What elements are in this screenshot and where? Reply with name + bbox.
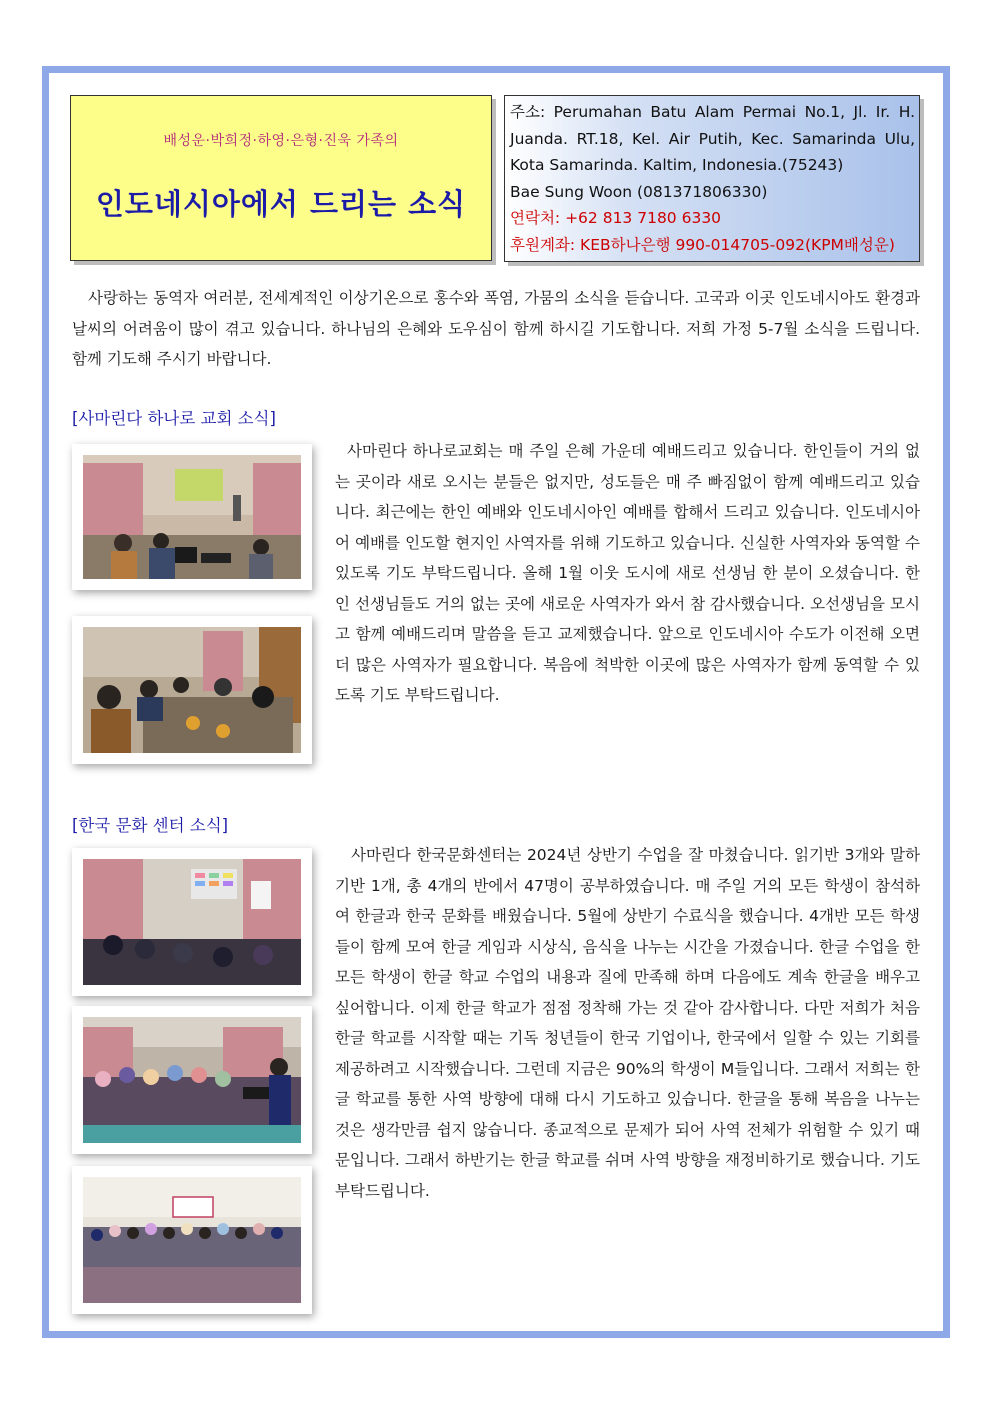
family-line: 배성운·박희정·하영·은형·진욱 가족의 bbox=[163, 133, 399, 149]
photo-church-worship bbox=[72, 444, 312, 590]
title-box bbox=[70, 95, 492, 261]
address-box bbox=[504, 95, 920, 262]
name-phone-line: Bae Sung Woon (081371806330) bbox=[510, 182, 768, 201]
section-title-culture-center: [한국 문화 센터 소식] bbox=[72, 816, 229, 835]
donation-account-line: 후원계좌: KEB하나은행 990-014705-092(KPM배성운) bbox=[510, 235, 895, 254]
photo-celebration bbox=[72, 1006, 312, 1154]
section-body-church: 사마린다 하나로교회는 매 주일 은혜 가운데 예배드리고 있습니다. 한인들이 거의 없는 곳이라 새로 오시는 분들은 없지만, 성도들은 매 주 빠짐없이 함께 예배드리고 있습니다. 최근에는 한인 예배와 인도네시아인 예배를 합해서 드리고 있습니다. 인도네시아어 예배를 인도할 현지인 사역자를 위해 기도하고 있습니다. 신실한 사역자와 동역할 수 있도록 기도 부탁드립니다. 올해 1월 이웃 도시에 새로 선생님 한 분이 오셨습니다. 한인 선생님들도 거의 없는 곳에 새로운 사역자가 와서 참 감사했습니다. 오선생님을 모시고 함께 예배드리며 말씀을 듣고 교제했습니다. 앞으로 인도네시아 수도가 이전해 오면 더 많은 사역자가 필요합니다. 복음에 척박한 이곳에 많은 사역자가 함께 동역할 수 있도록 기도 부탁드립니다. bbox=[335, 442, 920, 704]
address-line: Juanda. RT.18, Kel. Air Putih, Kec. Samarinda Ulu, bbox=[510, 129, 915, 148]
page-title: 인도네시아에서 드리는 소식 bbox=[95, 187, 467, 221]
section-body-culture-center: 사마린다 한국문화센터는 2024년 상반기 수업을 잘 마쳤습니다. 읽기반 3개와 말하기반 1개, 총 4개의 반에서 47명이 공부하였습니다. 매 주일 거의 모든 학생이 참석하여 한글과 한국 문화를 배웠습니다. 5월에 상반기 수료식을 했습니다. 4개반 모든 학생들이 함께 모여 한글 게임과 시상식, 음식을 나누는 시간을 가졌습니다. 한글 수업을 한 모든 학생이 한글 학교 수업의 내용과 질에 만족해 하며 다음에도 계속 한글을 배우고 싶어합니다. 이제 한글 학교가 점점 정착해 가는 것 같아 감사합니다. 다만 저희가 처음 한글 학교를 시작할 때는 기독 청년들이 한국 기업이나, 한국에서 일할 수 있는 기회를 제공하려고 시작했습니다. 그런데 지금은 90%의 학생이 M들입니다. 그래서 저희는 한글 학교를 통한 사역 방향에 대해 다시 기도하고 있습니다. 한글을 통해 복음을 나누는 것은 생각만큼 쉽지 않습니다. 종교적으로 문제가 되어 사역 전체가 위험할 수 있기 때문입니다. 그래서 하반기는 한글 학교를 쉬며 사역 방향을 재정비하기로 했습니다. 기도 부탁드립니다. bbox=[335, 846, 920, 1200]
address-line: 주소: Perumahan Batu Alam Permai No.1, Jl. Ir. H. bbox=[510, 103, 915, 121]
photo-classroom bbox=[72, 848, 312, 996]
section-title-church: [사마린다 하나로 교회 소식] bbox=[72, 409, 276, 428]
photo-church-fellowship bbox=[72, 616, 312, 764]
intro-paragraph: 사랑하는 동역자 여러분, 전세계적인 이상기온으로 홍수와 폭염, 가뭄의 소식을 듣습니다. 고국과 이곳 인도네시아도 환경과 날씨의 어려움이 많이 겪고 있습니다. 하나님의 은혜와 도우심이 함께 하시길 기도합니다. 저희 가정 5-7월 소식을 드립니다. 함께 기도해 주시기 바랍니다. bbox=[72, 289, 920, 368]
contact-line: 연락처: +62 813 7180 6330 bbox=[510, 209, 722, 227]
photo-group bbox=[72, 1166, 312, 1314]
address-line: Kota Samarinda. Kaltim, Indonesia.(75243) bbox=[510, 156, 844, 174]
